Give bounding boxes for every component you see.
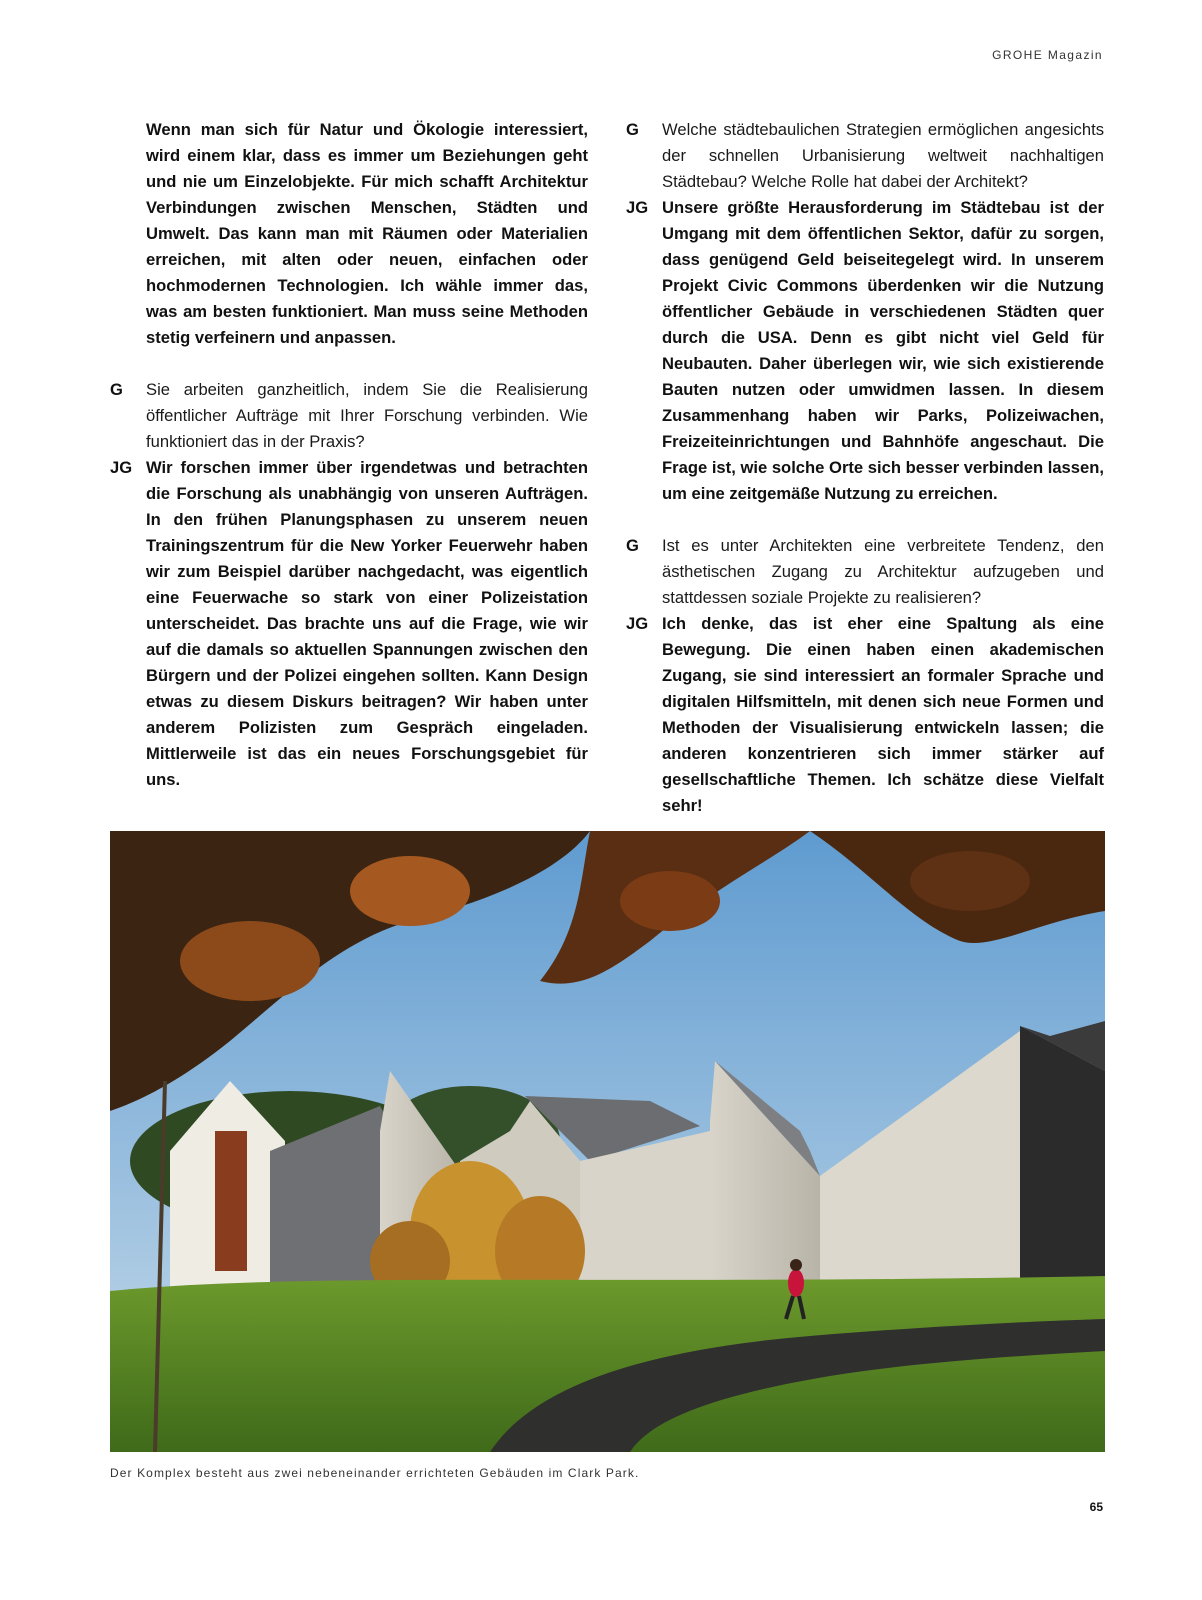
left-column	[110, 117, 588, 793]
interview-text: Wenn man sich für Natur und Ökologie interessiert, wird einem klar, dass es immer um Beziehungen geht und nie um Einzelobjekte. Für mich schafft Architektur Verbindungen zwischen Menschen, Städten und Umwelt. Das kann man mit Räumen oder Materialien erreichen, mit alten oder neuen, einfachen oder hochmodernen Technologien. Ich wähle immer das, was am besten funktioniert. Man muss seine Methoden stetig verfeinern und anpassen.	[146, 120, 588, 347]
speaker-tag: JG	[626, 614, 649, 633]
interview-block	[110, 377, 588, 455]
right-column	[626, 117, 1104, 819]
interview-text: Welche städtebaulichen Strategien ermöglichen angesichts der schnellen Urbanisierung weltweit nachhaltigen Städtebau? Welche Rolle hat dabei der Architekt?	[662, 120, 1104, 191]
building-photo	[110, 831, 1105, 1452]
interview-text: Wir forschen immer über irgendetwas und betrachten die Forschung als unabhängig von unseren Aufträgen. In den frühen Planungsphasen zu unserem neuen Trainingszentrum für die New Yorker Feuerwehr haben wir zum Beispiel darüber nachgedacht, was eigentlich eine Feuerwache so stark von einer Polizeistation unterscheidet. Das brachte uns auf die Frage, wie wir auf die damals so aktuellen Spannungen zwischen den Bürgern und der Polizei eingehen sollten. Kann Design etwas zu diesem Diskurs beitragen? Wir haben unter anderem Polizisten zum Gespräch eingeladen. Mittlerweile ist das ein neues Forschungsgebiet für uns.	[146, 458, 588, 789]
interview-text: Ich denke, das ist eher eine Spaltung als eine Bewegung. Die einen haben einen akademischen Zugang, sie sind interessiert an formaler Sprache und digitalen Hilfsmitteln, mit denen sich neue Formen und Methoden der Visualisierung entwickeln lassen; die anderen konzentrieren sich immer stärker auf gesellschaftliche Themen. Ich schätze diese Vielfalt sehr!	[662, 614, 1104, 815]
page-number: 65	[1089, 1500, 1103, 1514]
speaker-tag: G	[626, 120, 639, 139]
interview-text: Sie arbeiten ganzheitlich, indem Sie die Realisierung öffentlicher Aufträge mit Ihrer Forschung verbinden. Wie funktioniert das in der Praxis?	[146, 380, 588, 451]
speaker-tag: JG	[626, 198, 649, 217]
interview-block	[626, 533, 1104, 611]
interview-text: Ist es unter Architekten eine verbreitete Tendenz, den ästhetischen Zugang zu Architektur aufzugeben und stattdessen soziale Projekte zu realisieren?	[662, 536, 1104, 607]
speaker-tag	[110, 117, 146, 351]
photo-caption: Der Komplex besteht aus zwei nebeneinander errichteten Gebäuden im Clark Park.	[110, 1466, 640, 1480]
speaker-tag: JG	[110, 458, 133, 477]
interview-block	[110, 455, 588, 793]
interview-block	[626, 117, 1104, 195]
publication-header: GROHE Magazin	[992, 48, 1103, 62]
interview-block	[626, 195, 1104, 507]
interview-block	[110, 117, 588, 351]
speaker-tag: G	[110, 380, 123, 399]
interview-text: Unsere größte Herausforderung im Städtebau ist der Umgang mit dem öffentlichen Sektor, dafür zu sorgen, dass genügend Geld beiseitegelegt wird. In unserem Projekt Civic Commons überdenken wir die Nutzung öffentlicher Gebäude in verschiedenen Städten quer durch die USA. Denn es gibt nicht viel Geld für Neubauten. Daher überlegen wir, wie sich existierende Bauten nutzen oder umwidmen lassen. In diesem Zusammenhang haben wir Parks, Polizeiwachen, Freizeiteinrichtungen und Bahnhöfe angeschaut. Die Frage ist, wie solche Orte sich besser verbinden lassen, um eine zeitgemäße Nutzung zu erreichen.	[662, 198, 1104, 503]
speaker-tag: G	[626, 536, 639, 555]
interview-block	[626, 611, 1104, 819]
